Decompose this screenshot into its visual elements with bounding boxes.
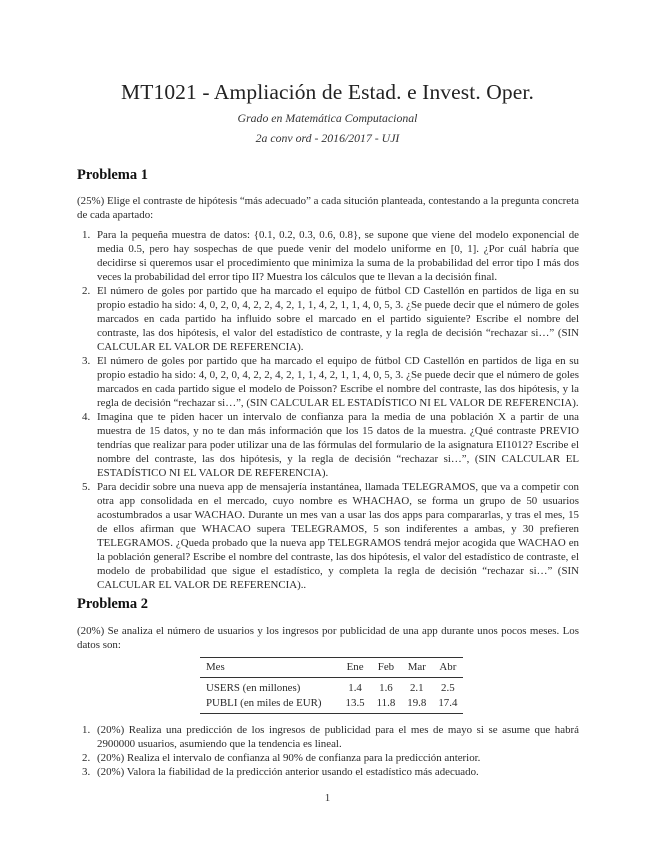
table-cell: 1.4 — [348, 682, 362, 694]
page-number: 1 — [324, 792, 331, 804]
item-text: Para decidir sobre una nueva app de mensajería instantánea, llamada TELEGRAMOS, que va a competir con otra app consolidada en el mercado, cuyo nombre es WHACHAO, se forma un grupo de 50 usuarios acostumbrados a usar WACHAO. Durante un mes van a usar las dos apps para compararlas, y tras el mes, 15 de ellos afirman que WHACAO supera TELEGRAMOS, 5 son indiferentes a ambas, y 30 prefieren TELEGRAMOS. ¿Queda probado que la nueva app TELEGRAMOS tendrá mejor acogida que WACHAO en la población general? Escribe el nombre del contraste, las dos hipótesis, el valor del estadístico de contraste, el modelo de probabilidad que sigue el estadístico, y completa la regla de decisión “rechazar si…” (SIN CALCULAR EL VALOR DE REFERENCIA).. — [97, 481, 579, 591]
item-number: 2. — [82, 752, 91, 764]
item-number: 4. — [82, 411, 91, 423]
table-row — [200, 678, 463, 697]
column-header: Ene — [340, 658, 371, 678]
page-title: MT1021 - Ampliación de Estad. e Invest. Oper. — [121, 80, 534, 104]
column-header: Mar — [401, 658, 432, 678]
list-item — [77, 354, 579, 410]
item-text: (20%) Valora la fiabilidad de la predicción anterior usando el estadístico más adecuado. — [97, 766, 479, 778]
session-subtitle: 2a conv ord - 2016/2017 - UJI — [255, 131, 400, 145]
column-header: Mes — [200, 658, 340, 678]
table-cell: USERS (en millones) — [206, 682, 301, 694]
table-cell: 13.5 — [340, 696, 371, 714]
table-header-row — [200, 658, 463, 678]
column-header: Abr — [432, 658, 463, 678]
item-text: (20%) Realiza una predicción de los ingresos de publicidad para el mes de mayo si se asume que habrá 2900000 usuarios, asumiendo que la tendencia es lineal. — [97, 724, 579, 750]
list-item — [77, 284, 579, 354]
table-cell: 1.6 — [379, 682, 393, 694]
problem1-heading: Problema 1 — [77, 167, 149, 183]
problem1-intro: (25%) Elige el contraste de hipótesis “más adecuado” a cada situción planteada, contestando a la pregunta concreta de cada apartado: — [77, 195, 579, 221]
item-text: El número de goles por partido que ha marcado el equipo de fútbol CD Castellón en partidos de liga en su propio estadio ha sido: 4, 0, 2, 0, 4, 2, 2, 4, 2, 1, 1, 4, 2, 1, 1, 4, 0, 5, 3. ¿Se puede decir que el número de goles marcados en cada partido sigue el modelo de Poisson? Escribe el nombre del contraste, las dos hipótesis, y la regla de decisión “rechazar si…”, (SIN CALCULAR EL ESTADÍSTICO NI EL VALOR DE REFERENCIA). — [97, 355, 579, 409]
list-item — [77, 410, 579, 480]
item-text: Imagina que te piden hacer un intervalo de confianza para la media de una población X a partir de una muestra de 15 datos, y no te dan más información que los 15 datos de la muestra. ¿Qué contraste PREVIO tendrías que realizar para poder utilizar una de las fórmulas del formulario de la asignatura EI1012? Escribe el nombre del contraste, las dos hipótesis, y la regla de decisión “rechazar si…”, (SIN CALCULAR EL ESTADÍSTICO NI EL VALOR DE REFERENCIA). — [97, 411, 579, 479]
item-number: 3. — [82, 766, 91, 778]
problem1-list — [77, 228, 579, 592]
table-cell: 19.8 — [401, 696, 432, 714]
list-item — [77, 765, 579, 779]
item-number: 3. — [82, 355, 91, 367]
table-cell: PUBLI (en miles de EUR) — [200, 696, 340, 714]
item-number: 2. — [82, 285, 91, 297]
table-cell: 2.1 — [409, 682, 424, 694]
degree-subtitle: Grado en Matemática Computacional — [237, 111, 418, 125]
list-item — [77, 723, 579, 751]
item-text: (20%) Realiza el intervalo de confianza al 90% de confianza para la predicción anterior. — [97, 752, 481, 764]
list-item — [77, 228, 579, 284]
item-number: 1. — [82, 724, 91, 736]
problem2-heading: Problema 2 — [77, 596, 149, 612]
data-table — [200, 657, 463, 714]
table-cell: 2.5 — [441, 682, 455, 694]
item-text: Para la pequeña muestra de datos: {0.1, 0.2, 0.3, 0.6, 0.8}, se supone que viene del modelo exponencial de media 0.5, pero hay sospechas de que puede venir del modelo uniforme en [0, 1]. ¿Por cuál habría que decidirse si queremos usar el procedimiento que minimiza la suma de la probabilidad del error tipo I más dos veces la probabilidad del error tipo II? Muestra los cálculos que te llevan a la decisión final. — [97, 229, 579, 283]
list-item — [77, 480, 579, 592]
item-number: 1. — [82, 229, 91, 241]
problem2-list — [77, 723, 579, 779]
column-header: Feb — [371, 658, 402, 678]
table-cell: 11.8 — [371, 696, 402, 714]
problem2-intro: (20%) Se analiza el número de usuarios y los ingresos por publicidad de una app durante unos pocos meses. Los datos son: — [77, 625, 579, 651]
item-number: 5. — [82, 481, 91, 493]
table-row — [200, 696, 463, 714]
item-text: El número de goles por partido que ha marcado el equipo de fútbol CD Castellón en partidos de liga en su propio estadio ha sido: 4, 0, 2, 0, 4, 2, 2, 4, 2, 1, 1, 4, 2, 1, 1, 4, 0, 5, 3. ¿Se puede decir que el número de goles marcados en cada partido ha influido sobre el marcado en el partido siguiente? Escribe el nombre del contraste, las dos hipótesis, el valor del estadístico de contraste, y la regla de decisión “rechazar si…” (SIN CALCULAR EL VALOR DE REFERENCIA). — [97, 285, 579, 353]
table-cell: 17.4 — [432, 696, 463, 714]
list-item — [77, 751, 579, 765]
